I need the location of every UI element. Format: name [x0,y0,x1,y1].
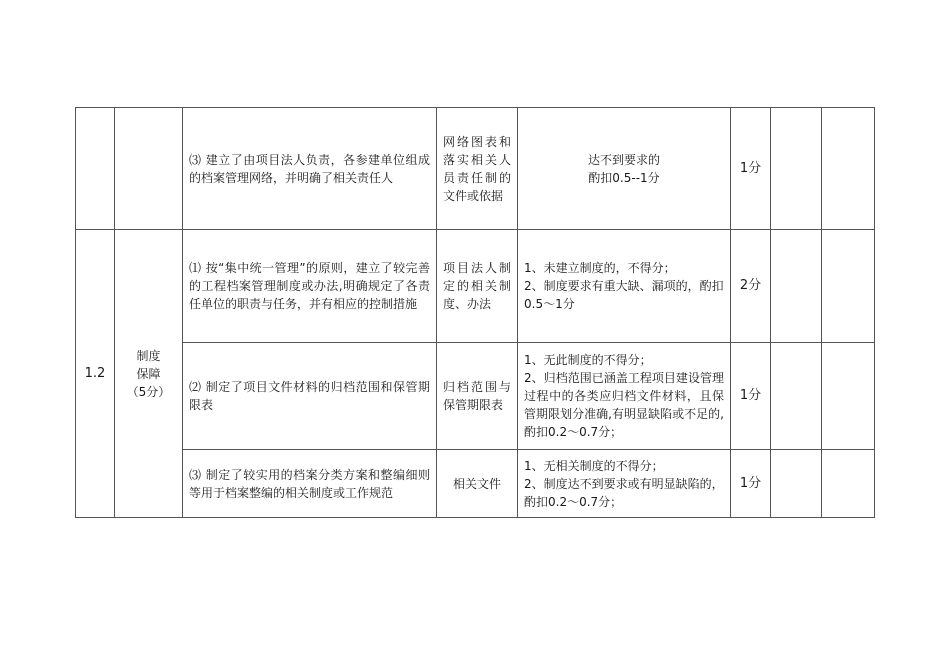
deduction-cell: 达不到要求的 酌扣0.5--1分 [518,108,731,230]
score-cell: 1分 [731,108,771,230]
docs-cell: 网络图表和落实相关人员责任制的文件或依据 [437,108,518,230]
section-title-line: 制度 [136,348,161,363]
section-title-cell [115,108,183,230]
table-row [76,450,875,518]
section-title-line: 保障 [136,366,161,381]
docs-cell: 项目法人制定的相关制度、办法 [437,230,518,343]
scoring-table [75,107,875,518]
check-score-cell [822,230,875,343]
score-cell: 1分 [731,450,771,518]
requirement-cell: ⑴ 按“集中统一管理”的原则，建立了较完善的工程档案管理制度或办法,明确规定了各责任单位的职责与任务，并有相应的控制措施 [183,230,437,343]
deduction-cell: 1、无此制度的不得分； 2、归档范围已涵盖工程项目建设管理过程中的各类应归档文件材料，且保管期限划分准确,有明显缺陷或不足的,酌扣0.2～0.7分； [518,343,731,450]
check-score-cell [822,108,875,230]
score-cell: 1分 [731,343,771,450]
table-row [76,230,875,343]
score-cell: 2分 [731,230,771,343]
check-score-cell [822,450,875,518]
section-points: （5分） [126,384,171,399]
table-row [76,343,875,450]
self-score-cell [771,108,822,230]
check-score-cell [822,343,875,450]
requirement-cell: ⑶ 建立了由项目法人负责，各参建单位组成的档案管理网络，并明确了相关责任人 [183,108,437,230]
deduction-cell: 1、未建立制度的，不得分； 2、制度要求有重大缺、漏项的，酌扣0.5～1分 [518,230,731,343]
docs-cell: 归档范围与保管期限表 [437,343,518,450]
docs-cell: 相关文件 [437,450,518,518]
self-score-cell [771,450,822,518]
table-row [76,108,875,230]
section-number: 1.2 [76,230,115,518]
requirement-cell: ⑵ 制定了项目文件材料的归档范围和保管期限表 [183,343,437,450]
requirement-cell: ⑶ 制定了较实用的档案分类方案和整编细则等用于档案整编的相关制度或工作规范 [183,450,437,518]
deduction-cell: 1、无相关制度的不得分； 2、制度达不到要求或有明显缺陷的，酌扣0.2～0.7分； [518,450,731,518]
section-title [115,230,183,518]
self-score-cell [771,230,822,343]
self-score-cell [771,343,822,450]
section-number-cell [76,108,115,230]
